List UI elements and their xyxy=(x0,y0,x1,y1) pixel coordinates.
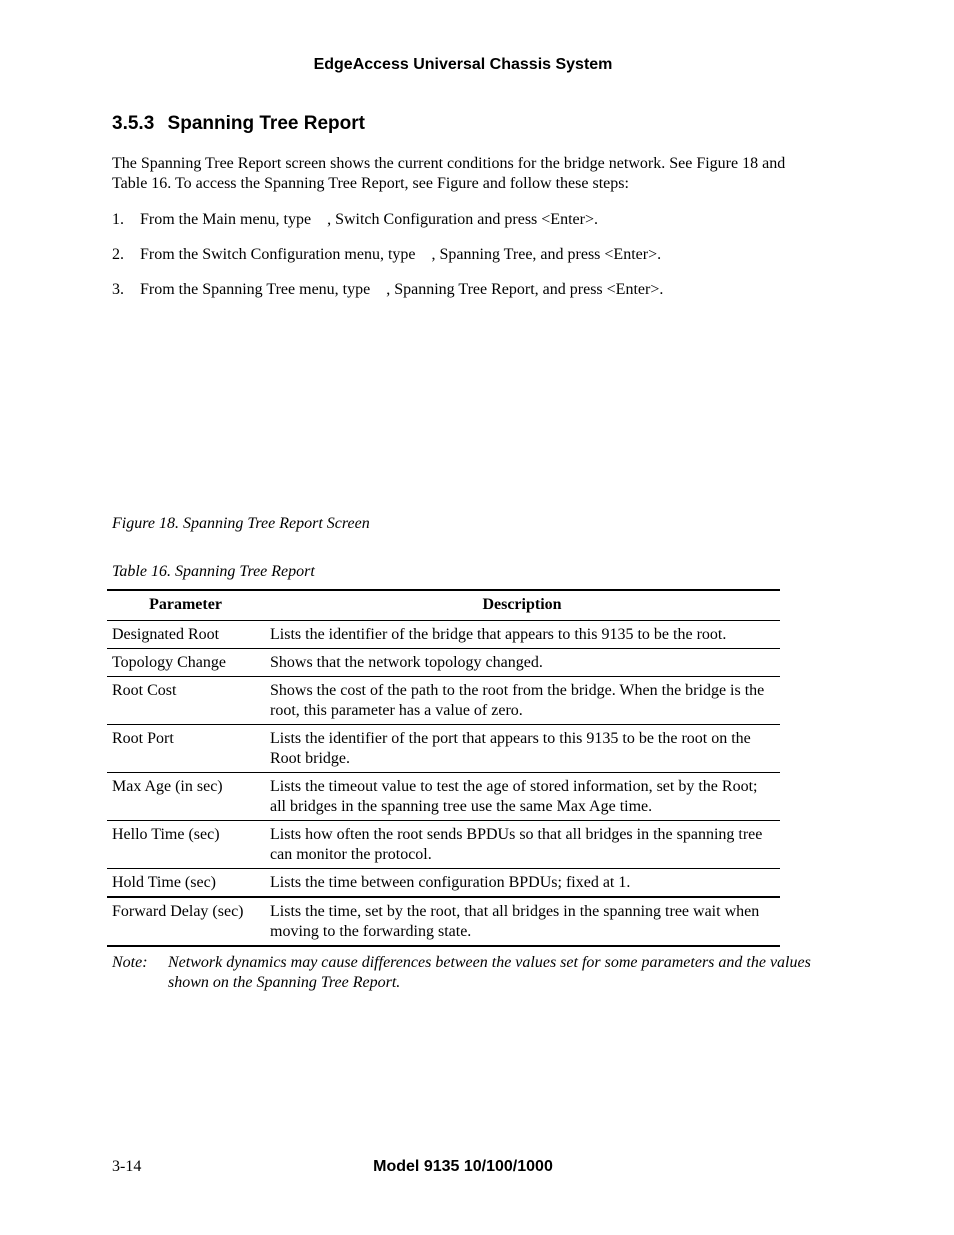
column-header-parameter: Parameter xyxy=(107,590,264,621)
param-cell: Hello Time (sec) xyxy=(107,821,264,869)
column-header-description: Description xyxy=(264,590,780,621)
note xyxy=(112,953,822,993)
section-title: Spanning Tree Report xyxy=(167,113,365,134)
step-item xyxy=(112,210,822,245)
table-row xyxy=(107,897,780,946)
desc-cell: Lists how often the root sends BPDUs so that all bridges in the spanning tree can monitor the protocol. xyxy=(264,821,780,869)
desc-cell: Lists the identifier of the bridge that appears to this 9135 to be the root. xyxy=(264,621,780,649)
note-text: Network dynamics may cause differences between the values set for some parameters and the values shown on the Spanning Tree Report. xyxy=(168,954,811,991)
table-caption: Table 16. Spanning Tree Report xyxy=(112,563,315,580)
param-cell: Topology Change xyxy=(107,649,264,677)
param-cell: Designated Root xyxy=(107,621,264,649)
spanning-tree-table xyxy=(107,589,780,947)
step-text: From the Spanning Tree menu, type , Spanning Tree Report, and press <Enter>. xyxy=(140,281,664,298)
table-row xyxy=(107,649,780,677)
section-number: 3.5.3 xyxy=(112,113,155,134)
step-item xyxy=(112,280,822,315)
table-row xyxy=(107,725,780,773)
param-cell: Max Age (in sec) xyxy=(107,773,264,821)
figure-caption: Figure 18. Spanning Tree Report Screen xyxy=(112,515,370,532)
intro-paragraph: The Spanning Tree Report screen shows the current conditions for the bridge network. See Figure 18 and Table 16. To access the Spanning Tree Report, see Figure and follow these steps: xyxy=(112,155,786,192)
running-header: EdgeAccess Universal Chassis System xyxy=(313,56,613,73)
step-text: From the Main menu, type , Switch Configuration and press <Enter>. xyxy=(140,211,598,228)
param-cell: Hold Time (sec) xyxy=(107,869,264,898)
footer-model: Model 9135 10/100/1000 xyxy=(373,1158,553,1175)
table-header-row xyxy=(107,590,780,621)
step-number: 3. xyxy=(112,281,124,298)
desc-cell: Shows the cost of the path to the root from the bridge. When the bridge is the root, this parameter has a value of zero. xyxy=(264,677,780,725)
page-number: 3-14 xyxy=(112,1158,142,1175)
desc-cell: Lists the time, set by the root, that all bridges in the spanning tree wait when moving to the forwarding state. xyxy=(264,897,780,946)
desc-cell: Lists the time between configuration BPDUs; fixed at 1. xyxy=(264,869,780,898)
steps-list xyxy=(112,210,822,315)
step-text: From the Switch Configuration menu, type , Spanning Tree, and press <Enter>. xyxy=(140,246,662,263)
step-item xyxy=(112,245,822,280)
desc-cell: Shows that the network topology changed. xyxy=(264,649,780,677)
desc-cell: Lists the identifier of the port that appears to this 9135 to be the root on the Root bridge. xyxy=(264,725,780,773)
note-label: Note: xyxy=(112,954,148,971)
table-row xyxy=(107,773,780,821)
param-cell: Root Cost xyxy=(107,677,264,725)
table-row xyxy=(107,621,780,649)
section-heading xyxy=(112,113,365,135)
param-cell: Forward Delay (sec) xyxy=(107,897,264,946)
param-cell: Root Port xyxy=(107,725,264,773)
step-number: 2. xyxy=(112,246,124,263)
step-number: 1. xyxy=(112,211,124,228)
table-row xyxy=(107,677,780,725)
table-row xyxy=(107,869,780,898)
table-row xyxy=(107,821,780,869)
desc-cell: Lists the timeout value to test the age of stored information, set by the Root; all bridges in the spanning tree use the same Max Age time. xyxy=(264,773,780,821)
